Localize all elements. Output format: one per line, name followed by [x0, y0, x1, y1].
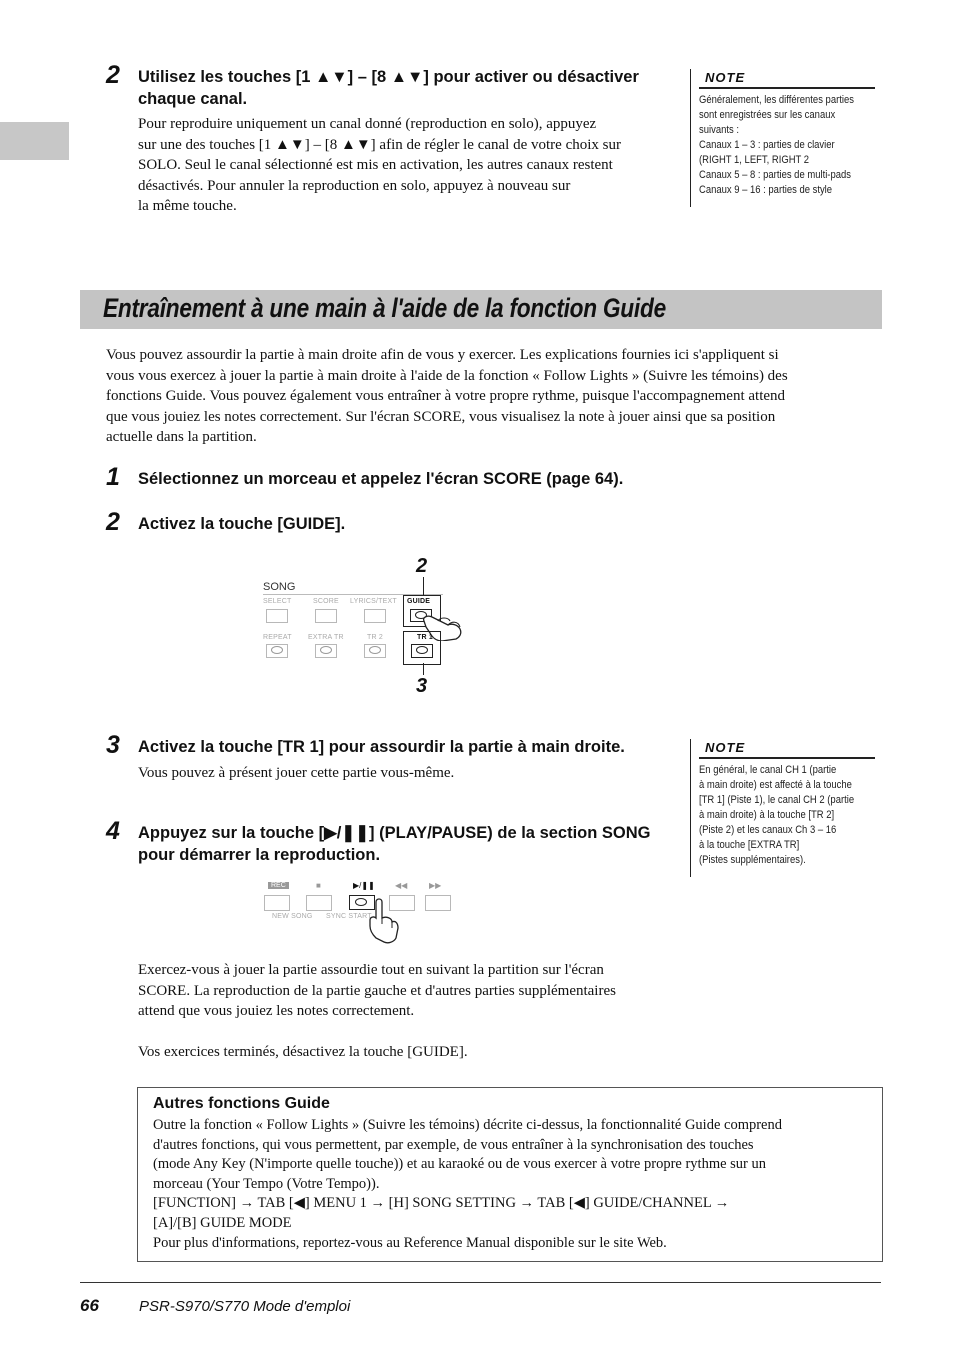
callout-number: 3 [416, 675, 428, 697]
body-line: la même touche. [138, 198, 237, 214]
note-line: Canaux 1 – 3 : parties de clavier [699, 139, 835, 151]
play-pause-label: ▶/❚❚ [353, 881, 375, 890]
body-line: SOLO. Seul le canal sélectionné est mis en activation, les autres canaux restent [138, 157, 613, 173]
footer-rule [80, 1282, 881, 1283]
step-number: 2 [106, 508, 120, 536]
callout-number: 2 [416, 555, 428, 577]
info-line: [A]/[B] GUIDE MODE [153, 1214, 292, 1231]
step-number: 1 [106, 463, 120, 491]
button-label: SCORE [313, 598, 339, 605]
button-label: GUIDE [407, 598, 431, 605]
info-line: d'autres fonctions, qui vous permettent, par exemple, de vous entraîner à la synchronisation des touches [153, 1136, 754, 1153]
button-label: REPEAT [263, 634, 292, 641]
song-panel [258, 555, 488, 700]
new-song-label: NEW SONG [272, 913, 313, 920]
note-line: à main droite) à la touche [TR 2] [699, 809, 835, 821]
step-number: 3 [106, 731, 120, 759]
extra-tr-led [320, 646, 332, 654]
body-line: actuelle dans la partition. [106, 429, 257, 445]
button-label: SELECT [263, 598, 292, 605]
note-line: à la touche [EXTRA TR] [699, 839, 800, 851]
info-line: Outre la fonction « Follow Lights » (Suivre les témoins) décrite ci-dessus, la fonctionnalité Guide comprend [153, 1117, 782, 1133]
callout-line [423, 577, 424, 595]
body-line: attend que vous jouiez les notes correctement. [138, 1003, 415, 1019]
rec-button[interactable] [264, 895, 290, 911]
note-line: (RIGHT 1, LEFT, RIGHT 2 [699, 154, 810, 166]
step-title-line: Appuyez sur la touche [▶/❚❚] (PLAY/PAUSE) de la section SONG [138, 824, 651, 842]
note-line: En général, le canal CH 1 (partie [699, 764, 837, 776]
body-line: Exercez-vous à jouer la partie assourdie tout en suivant la partition sur l'écran [138, 962, 604, 978]
section-title: Entraînement à une main à l'aide de la fonction Guide [103, 293, 666, 323]
step-title [138, 822, 683, 866]
repeat-led [271, 646, 283, 654]
fast-forward-button[interactable] [425, 895, 451, 911]
step-title-line: Utilisez les touches [1 ▲▼] – [8 ▲▼] pour activer ou désactiver [138, 68, 639, 86]
page-number: 66 [80, 1296, 99, 1315]
info-line: (mode Any Key (N'importe quelle touche)) et au karaoké ou de vous exercer à votre propre rythme sur un [153, 1156, 767, 1173]
stop-button[interactable] [306, 895, 332, 911]
body-line: fonctions Guide. Vous pouvez également vous entraîner à votre propre rythme, puisque l'accompagnement attend [106, 388, 786, 404]
step-title-line: chaque canal. [138, 90, 248, 108]
info-line: Pour plus d'informations, reportez-vous au Reference Manual disponible sur le site Web. [153, 1234, 667, 1251]
side-tab [0, 122, 69, 160]
note-line: Généralement, les différentes parties [699, 94, 854, 106]
button-label: TR 2 [367, 634, 383, 641]
note-rule [699, 757, 875, 759]
panel-heading: SONG [263, 581, 296, 593]
note-line: à main droite) est affecté à la touche [699, 779, 852, 791]
step-title: Activez la touche [TR 1] pour assourdir la partie à main droite. [138, 738, 625, 756]
step-body: Vous pouvez à présent jouer cette partie vous-même. [138, 765, 455, 781]
step-title [138, 66, 683, 110]
fast-forward-label: ▶▶ [429, 881, 442, 890]
button-label: LYRICS/TEXT [350, 598, 397, 605]
note-heading: NOTE [705, 740, 746, 755]
body-line: SCORE. La reproduction de la partie gauche et d'autres parties supplémentaires [138, 982, 616, 999]
pointing-hand-icon [366, 898, 400, 944]
note-box [690, 739, 875, 877]
body-line: vous vous exercez à jouer la partie à main droite à l'aide de la fonction « Follow Lights » (Suivre les témoins) des [106, 367, 788, 384]
section-intro [106, 345, 876, 448]
tr2-led [369, 646, 381, 654]
step-body [138, 114, 678, 217]
note-line: sont enregistrées sur les canaux [699, 109, 836, 121]
note-line: [TR 1] (Piste 1), le canal CH 2 (partie [699, 794, 855, 806]
stop-label: ■ [316, 881, 321, 890]
manual-title: PSR-S970/S770 Mode d'emploi [139, 1298, 351, 1315]
info-line: [FUNCTION] → TAB [◀] MENU 1 → [H] SONG SETTING → TAB [◀] GUIDE/CHANNEL → [153, 1195, 730, 1212]
note-line: (Pistes supplémentaires). [699, 854, 806, 866]
note-line: Canaux 5 – 8 : parties de multi-pads [699, 169, 851, 181]
note-heading: NOTE [705, 70, 746, 85]
body-line: Pour reproduire uniquement un canal donné (reproduction en solo), appuyez [138, 116, 597, 132]
body-line: sur une des touches [1 ▲▼] – [8 ▲▼] afin de régler le canal de votre choix sur [138, 136, 621, 153]
step-title: Activez la touche [GUIDE]. [138, 515, 346, 533]
lyrics-text-button[interactable] [364, 609, 386, 623]
note-box [690, 69, 875, 207]
callout-line [423, 663, 424, 675]
section-heading-bar [80, 290, 882, 329]
rec-label: REC [268, 882, 289, 889]
info-box [137, 1087, 883, 1262]
step-number: 2 [106, 61, 120, 89]
note-line: (Piste 2) et les canaux Ch 3 – 16 [699, 824, 837, 836]
body-line: Vous pouvez assourdir la partie à main droite afin de vous y exercer. Les explications fournies ici s'appliquent si [106, 347, 779, 363]
rewind-label: ◀◀ [395, 881, 408, 890]
select-button[interactable] [266, 609, 288, 623]
body-line: que vous jouiez les notes correctement. Sur l'écran SCORE, vous visualisez la note à jouer ainsi que sa position [106, 408, 776, 425]
sync-start-label: SYNC START [326, 913, 372, 920]
note-line: suivants : [699, 124, 739, 136]
button-label: TR 1 [417, 634, 433, 641]
step-title: Sélectionnez un morceau et appelez l'écran SCORE (page 64). [138, 470, 624, 488]
step-number: 4 [106, 817, 120, 845]
transport-panel [258, 880, 458, 942]
body-line: désactivés. Pour annuler la reproduction en solo, appuyez à nouveau sur [138, 177, 571, 194]
after-end-paragraph: Vos exercices terminés, désactivez la touche [GUIDE]. [138, 1044, 468, 1060]
note-line: Canaux 9 – 16 : parties de style [699, 184, 833, 196]
after-paragraph [138, 960, 698, 1022]
score-button[interactable] [315, 609, 337, 623]
tr1-led [416, 646, 428, 654]
info-box-title: Autres fonctions Guide [153, 1095, 330, 1112]
button-label: EXTRA TR [308, 634, 344, 641]
note-rule [699, 87, 875, 89]
info-line: morceau (Your Tempo (Votre Tempo)). [153, 1175, 380, 1192]
step-title-line: pour démarrer la reproduction. [138, 846, 381, 864]
